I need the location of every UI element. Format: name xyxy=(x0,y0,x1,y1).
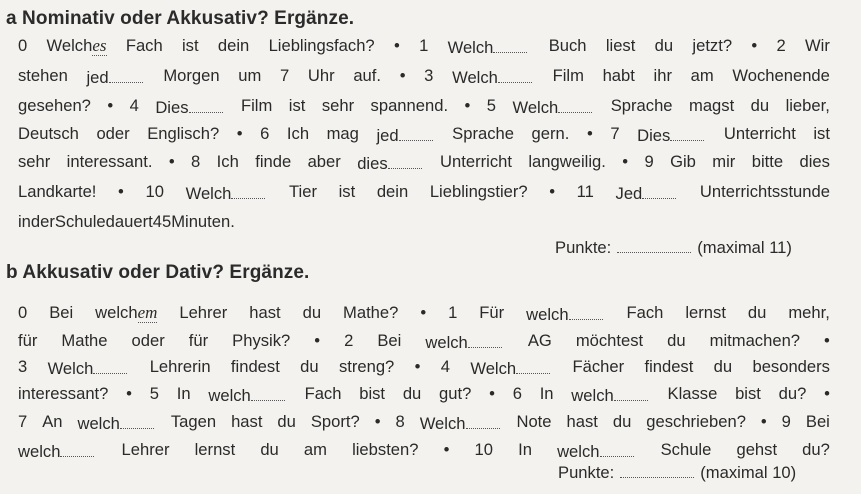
exercise-text: magst xyxy=(689,96,735,115)
exercise-text: um xyxy=(238,66,262,85)
answer-blank[interactable] xyxy=(498,66,532,83)
exercise-text: welch xyxy=(526,303,604,325)
exercise-line xyxy=(18,124,830,146)
exercise-text: Klasse xyxy=(667,384,718,403)
exercise-text: Bei xyxy=(805,412,830,431)
exercise-text: Lehrerin xyxy=(149,357,211,376)
exercise-text: du xyxy=(713,357,733,376)
exercise-text: hast xyxy=(566,412,598,431)
answer-blank[interactable] xyxy=(569,303,603,320)
exercise-line xyxy=(18,303,830,325)
exercise-text: für xyxy=(18,331,38,350)
exercise-text: • xyxy=(168,152,175,171)
exercise-text: dies xyxy=(799,152,830,171)
exercise-text: Fach xyxy=(304,384,342,403)
exercise-text: mir xyxy=(712,152,736,171)
exercise-text: Schule xyxy=(660,440,712,459)
exercise-text: • xyxy=(586,124,593,143)
exercise-text: Welch xyxy=(186,182,268,204)
exercise-text: Welch xyxy=(512,96,594,118)
exercise-text: du xyxy=(277,412,296,431)
exercise-text: 2 xyxy=(776,36,786,55)
exercise-text: Sprache xyxy=(610,96,673,115)
exercise-text: • xyxy=(126,384,132,403)
exercise-text: Morgen xyxy=(163,66,220,85)
exercise-text: Für xyxy=(479,303,505,322)
section-a-title: a Nominativ oder Akkusativ? Ergänze. xyxy=(6,8,355,29)
exercise-text: jed xyxy=(87,66,145,88)
exercise-text: Schule xyxy=(54,212,106,231)
exercise-text: 9 xyxy=(781,412,791,431)
exercise-text: finde xyxy=(255,152,292,171)
exercise-text: Welch xyxy=(420,412,502,434)
exercise-text: 4 xyxy=(440,357,450,376)
exercise-text: Mathe xyxy=(61,331,108,350)
score-max: (maximal 10) xyxy=(700,463,797,482)
exercise-text: Uhr xyxy=(307,66,335,85)
exercise-text: • xyxy=(314,331,321,350)
exercise-text: sehr xyxy=(18,152,51,171)
exercise-text: 2 xyxy=(344,331,354,350)
exercise-text: 8 xyxy=(395,412,405,431)
exercise-text: habt xyxy=(602,66,635,85)
exercise-text: Ich xyxy=(216,152,239,171)
score-max: (maximal 11) xyxy=(697,238,792,257)
exercise-text: dein xyxy=(217,36,250,55)
exercise-text: streng? xyxy=(338,357,395,376)
exercise-text: mag xyxy=(326,124,359,143)
exercise-text: Ich xyxy=(286,124,310,143)
exercise-text: Lehrer xyxy=(121,440,170,459)
exercise-text: • xyxy=(489,384,495,403)
exercise-text: 1 xyxy=(419,36,429,55)
exercise-line xyxy=(18,412,830,434)
exercise-text: 0 xyxy=(18,36,28,55)
exercise-text: • xyxy=(464,96,471,115)
exercise-text: du xyxy=(612,412,632,431)
answer-blank[interactable] xyxy=(251,384,285,401)
exercise-text: oder xyxy=(96,124,130,143)
exercise-text: • xyxy=(118,182,124,201)
exercise-text: 0 xyxy=(18,303,28,322)
exercise-text: Jed xyxy=(616,182,679,204)
section-b-title: b Akkusativ oder Dativ? Ergänze. xyxy=(6,262,310,283)
exercise-text: gut? xyxy=(439,384,472,403)
exercise-text: In xyxy=(539,384,554,403)
answer-blank[interactable] xyxy=(93,357,127,374)
exercise-text: welch xyxy=(208,384,286,406)
exercise-text: ist xyxy=(182,36,199,55)
exercise-text: 3 xyxy=(18,357,28,376)
exercise-text: mehr, xyxy=(788,303,830,322)
exercise-text: • xyxy=(236,124,243,143)
exercise-text: 6 xyxy=(260,124,270,143)
exercise-line xyxy=(18,212,830,232)
exercise-text: welch xyxy=(425,331,503,353)
answer-blank[interactable] xyxy=(493,36,527,53)
exercise-text: • xyxy=(414,357,421,376)
exercise-text: Bei xyxy=(49,303,74,322)
exercise-text: Lehrer xyxy=(179,303,228,322)
exercise-text: Unterricht xyxy=(440,152,512,171)
answer-blank[interactable] xyxy=(670,124,704,141)
exercise-line xyxy=(18,182,830,204)
exercise-text: dauert xyxy=(105,212,153,231)
exercise-text: • xyxy=(393,36,400,55)
answer-blank[interactable] xyxy=(109,66,143,83)
exercise-text: • xyxy=(107,96,114,115)
exercise-text: findest xyxy=(644,357,694,376)
exercise-line xyxy=(18,357,830,379)
answer-blank[interactable] xyxy=(231,182,265,199)
exercise-text: 11 xyxy=(576,182,594,201)
exercise-text: Englisch? xyxy=(147,124,220,143)
exercise-text: du xyxy=(402,384,422,403)
exercise-text: Tagen xyxy=(170,412,217,431)
exercise-text: 10 xyxy=(474,440,493,459)
exercise-text: 7 xyxy=(18,412,28,431)
answer-blank[interactable] xyxy=(466,412,500,429)
exercise-text: lieber, xyxy=(785,96,830,115)
answer-blank[interactable] xyxy=(642,182,676,199)
exercise-text: bitte xyxy=(751,152,784,171)
exercise-text: dein xyxy=(376,182,409,201)
exercise-text: Fach xyxy=(125,36,163,55)
section-b-score xyxy=(558,463,796,483)
exercise-text: Lieblingstier? xyxy=(429,182,528,201)
exercise-line xyxy=(18,331,830,353)
answer-blank[interactable] xyxy=(468,331,502,348)
exercise-text: In xyxy=(518,440,532,459)
exercise-text: • xyxy=(374,412,381,431)
exercise-text: • xyxy=(622,152,629,171)
exercise-text: findest xyxy=(230,357,280,376)
exercise-text: du xyxy=(300,357,319,376)
exercise-text: welch xyxy=(557,440,635,462)
exercise-text: in xyxy=(18,212,31,231)
exercise-text: jetzt? xyxy=(692,36,733,55)
exercise-text: liest xyxy=(605,36,636,55)
exercise-text: Welch xyxy=(448,36,530,58)
exercise-text: welch xyxy=(571,384,649,406)
answer-blank[interactable] xyxy=(120,412,154,429)
exercise-text: bist xyxy=(735,384,761,403)
exercise-text: Unterrichtsstunde xyxy=(699,182,830,201)
exercise-text: An xyxy=(42,412,63,431)
exercise-text: interessant? xyxy=(18,384,109,403)
exercise-text: du xyxy=(747,303,767,322)
exercise-text: du? xyxy=(802,440,830,459)
exercise-line xyxy=(18,96,830,118)
answer-blank[interactable] xyxy=(189,96,223,113)
exercise-text: 7 xyxy=(280,66,290,85)
exercise-line xyxy=(18,440,830,462)
section-a-score xyxy=(555,238,792,258)
answer-blank[interactable] xyxy=(388,152,422,169)
exercise-text: welch xyxy=(77,412,155,434)
exercise-text: gern. xyxy=(531,124,570,143)
exercise-text: gesehen? xyxy=(18,96,91,115)
exercise-text: spannend. xyxy=(370,96,449,115)
exercise-text: 3 xyxy=(424,66,434,85)
exercise-text: 5 xyxy=(149,384,159,403)
exercise-line xyxy=(18,384,830,406)
exercise-text: 7 xyxy=(610,124,620,143)
exercise-text: du xyxy=(302,303,322,322)
answer-blank[interactable] xyxy=(516,357,550,374)
exercise-text: Tier xyxy=(289,182,317,201)
exercise-text: interessant. xyxy=(66,152,153,171)
exercise-text: besonders xyxy=(752,357,830,376)
score-label: Punkte: xyxy=(558,463,615,482)
exercise-text: Physik? xyxy=(232,331,291,350)
exercise-text: Bei xyxy=(377,331,402,350)
exercise-text: lernst xyxy=(194,440,236,459)
exercise-text: dies xyxy=(357,152,423,174)
exercise-text: Welches xyxy=(46,36,107,55)
score-input[interactable] xyxy=(617,238,691,253)
exercise-text: ist xyxy=(338,182,356,201)
answer-blank[interactable] xyxy=(399,124,433,141)
exercise-text: liebsten? xyxy=(352,440,419,459)
exercise-text: ist xyxy=(813,124,830,143)
exercise-text: du xyxy=(667,331,686,350)
exercise-text: geschrieben? xyxy=(646,412,746,431)
exercise-text: Deutsch xyxy=(18,124,79,143)
exercise-text: 6 xyxy=(512,384,522,403)
exercise-text: Unterricht xyxy=(723,124,796,143)
exercise-text: Dies xyxy=(637,124,706,146)
exercise-text: für xyxy=(188,331,209,350)
exercise-text: • xyxy=(760,412,767,431)
exercise-text: ihr xyxy=(653,66,672,85)
exercise-text: oder xyxy=(131,331,165,350)
exercise-text: Wir xyxy=(805,36,830,55)
exercise-text: In xyxy=(176,384,191,403)
exercise-text: Sport? xyxy=(310,412,360,431)
exercise-text: lernst xyxy=(685,303,726,322)
exercise-text: Film xyxy=(552,66,584,85)
exercise-text: • xyxy=(420,303,427,322)
exercise-text: 1 xyxy=(448,303,458,322)
exercise-text: welch xyxy=(18,440,96,462)
answer-blank[interactable] xyxy=(614,384,648,401)
exercise-text: • xyxy=(443,440,450,459)
exercise-text: • xyxy=(549,182,556,201)
exercise-text: welchem xyxy=(95,303,158,322)
exercise-text: Lieblingsfach? xyxy=(268,36,375,55)
exercise-text: • xyxy=(399,66,406,85)
exercise-text: 45 xyxy=(152,212,172,231)
exercise-text: aber xyxy=(307,152,341,171)
exercise-text: hast xyxy=(249,303,281,322)
exercise-line xyxy=(18,152,830,174)
exercise-line xyxy=(18,66,830,88)
exercise-text: Mathe? xyxy=(343,303,399,322)
exercise-text: Note xyxy=(516,412,552,431)
filled-answer[interactable]: em xyxy=(137,303,158,322)
exercise-text: du? xyxy=(778,384,807,403)
exercise-text: stehen xyxy=(18,66,68,85)
exercise-text: Sprache xyxy=(452,124,514,143)
exercise-text: gehst xyxy=(736,440,778,459)
exercise-text: • xyxy=(824,331,830,350)
exercise-text: du xyxy=(750,96,770,115)
exercise-text: Welch xyxy=(452,66,534,88)
exercise-text: der xyxy=(30,212,55,231)
exercise-text: 8 xyxy=(191,152,201,171)
exercise-text: möchtest xyxy=(575,331,644,350)
exercise-text: Fächer xyxy=(572,357,625,376)
exercise-text: du xyxy=(260,440,279,459)
exercise-text: Gib xyxy=(670,152,696,171)
exercise-text: Film xyxy=(240,96,273,115)
exercise-text: AG xyxy=(527,331,552,350)
exercise-text: am xyxy=(303,440,327,459)
exercise-text: Welch xyxy=(48,357,130,379)
exercise-text: am xyxy=(690,66,714,85)
answer-blank[interactable] xyxy=(600,440,634,457)
exercise-text: • xyxy=(751,36,758,55)
exercise-text: ist xyxy=(288,96,306,115)
exercise-text: Wochenende xyxy=(732,66,830,85)
answer-blank[interactable] xyxy=(60,440,94,457)
exercise-line xyxy=(18,36,830,58)
answer-blank[interactable] xyxy=(558,96,592,113)
exercise-text: langweilig. xyxy=(528,152,606,171)
score-label: Punkte: xyxy=(555,238,612,257)
exercise-text: Welch xyxy=(470,357,552,379)
exercise-text: Dies xyxy=(155,96,224,118)
exercise-text: Minuten. xyxy=(171,212,235,231)
exercise-text: jed xyxy=(376,124,434,146)
exercise-text: 5 xyxy=(486,96,497,115)
exercise-text: Fach xyxy=(626,303,664,322)
exercise-text: auf. xyxy=(353,66,382,85)
filled-answer[interactable]: es xyxy=(92,36,107,55)
exercise-text: sehr xyxy=(321,96,355,115)
exercise-text: hast xyxy=(231,412,263,431)
exercise-text: 9 xyxy=(644,152,654,171)
exercise-text: mitmachen? xyxy=(709,331,801,350)
exercise-text: du xyxy=(654,36,674,55)
exercise-text: Buch xyxy=(548,36,587,55)
exercise-text: 4 xyxy=(129,96,139,115)
score-input[interactable] xyxy=(620,463,694,478)
exercise-text: • xyxy=(824,384,830,403)
exercise-text: bist xyxy=(359,384,386,403)
exercise-text: Landkarte! xyxy=(18,182,97,201)
exercise-text: 10 xyxy=(145,182,164,201)
